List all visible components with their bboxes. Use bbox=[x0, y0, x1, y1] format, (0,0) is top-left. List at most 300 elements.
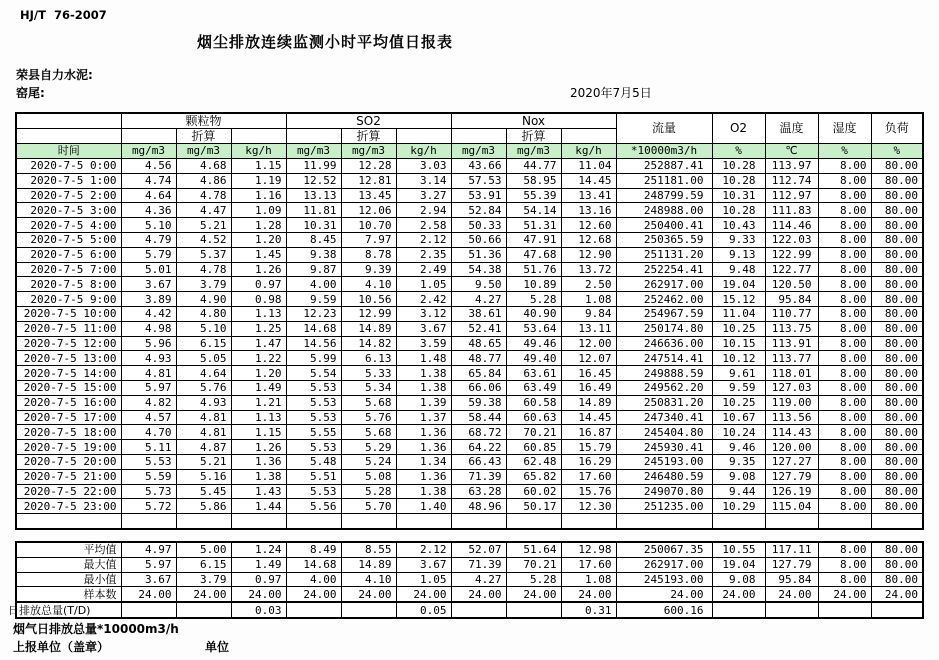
value-cell: 262917.00 bbox=[616, 277, 712, 292]
station-name: 窑尾: bbox=[16, 86, 45, 100]
value-cell: 24.00 bbox=[818, 587, 871, 602]
table-row bbox=[16, 321, 923, 336]
time-cell: 2020-7-5 19:00 bbox=[16, 440, 121, 455]
value-cell: 13.45 bbox=[341, 188, 396, 203]
value-cell: 4.78 bbox=[176, 188, 231, 203]
value-cell: 38.61 bbox=[451, 307, 506, 322]
value-cell: 4.79 bbox=[121, 233, 176, 248]
value-cell: 252254.41 bbox=[616, 262, 712, 277]
time-cell: 2020-7-5 11:00 bbox=[16, 321, 121, 336]
value-cell: 1.13 bbox=[231, 307, 286, 322]
value-cell: 12.81 bbox=[341, 173, 396, 188]
value-cell: 12.68 bbox=[561, 233, 616, 248]
value-cell: 54.38 bbox=[451, 262, 506, 277]
value-cell: 111.83 bbox=[765, 203, 818, 218]
value-cell: 10.28 bbox=[712, 203, 765, 218]
unit-cell: % bbox=[818, 143, 871, 159]
value-cell: 52.84 bbox=[451, 203, 506, 218]
value-cell: 0.97 bbox=[231, 277, 286, 292]
value-cell: 251235.00 bbox=[616, 499, 712, 514]
value-cell: 5.29 bbox=[341, 440, 396, 455]
value-cell: 1.20 bbox=[231, 366, 286, 381]
value-cell: 8.00 bbox=[818, 381, 871, 396]
table-row bbox=[16, 188, 923, 203]
value-cell: 17.60 bbox=[561, 557, 616, 572]
empty-cell bbox=[506, 514, 561, 529]
value-cell: 80.00 bbox=[871, 440, 923, 455]
value-cell: 12.28 bbox=[341, 159, 396, 174]
value-cell: 249562.20 bbox=[616, 381, 712, 396]
value-cell: 80.00 bbox=[871, 336, 923, 351]
value-cell: 251131.20 bbox=[616, 247, 712, 262]
value-cell: 8.49 bbox=[286, 542, 341, 557]
time-cell: 2020-7-5 14:00 bbox=[16, 366, 121, 381]
value-cell: 50.33 bbox=[451, 218, 506, 233]
value-cell: 12.23 bbox=[286, 307, 341, 322]
time-cell: 2020-7-5 8:00 bbox=[16, 277, 121, 292]
group-nox-label: Nox bbox=[451, 113, 616, 128]
value-cell: 11.04 bbox=[561, 159, 616, 174]
value-cell: 10.55 bbox=[712, 542, 765, 557]
empty-cell bbox=[176, 514, 231, 529]
value-cell: 80.00 bbox=[871, 351, 923, 366]
value-cell: 5.33 bbox=[341, 366, 396, 381]
time-header-spacer bbox=[16, 113, 121, 128]
value-cell: 43.66 bbox=[451, 159, 506, 174]
table-row bbox=[16, 381, 923, 396]
value-cell: 12.07 bbox=[561, 351, 616, 366]
value-cell: 249070.80 bbox=[616, 484, 712, 499]
value-cell: 0.98 bbox=[231, 292, 286, 307]
value-cell: 58.95 bbox=[506, 173, 561, 188]
value-cell: 5.97 bbox=[121, 557, 176, 572]
value-cell: 112.74 bbox=[765, 173, 818, 188]
empty-cell bbox=[712, 514, 765, 529]
value-cell: 1.08 bbox=[561, 572, 616, 587]
value-cell: 120.00 bbox=[765, 440, 818, 455]
value-cell: 250831.20 bbox=[616, 395, 712, 410]
value-cell: 8.00 bbox=[818, 425, 871, 440]
value-cell: 10.67 bbox=[712, 410, 765, 425]
value-cell: 1.48 bbox=[396, 351, 451, 366]
summary-label-cell: 样本数 bbox=[16, 587, 121, 602]
value-cell: 80.00 bbox=[871, 455, 923, 470]
empty-cell bbox=[561, 514, 616, 529]
value-cell: 1.22 bbox=[231, 351, 286, 366]
value-cell: 5.28 bbox=[506, 572, 561, 587]
unit-cell: mg/m3 bbox=[451, 143, 506, 159]
unit-cell: *10000m3/h bbox=[616, 143, 712, 159]
value-cell: 8.00 bbox=[818, 277, 871, 292]
value-cell: 1.05 bbox=[396, 572, 451, 587]
value-cell: 1.45 bbox=[231, 247, 286, 262]
value-cell: 68.72 bbox=[451, 425, 506, 440]
value-cell: 9.44 bbox=[712, 484, 765, 499]
value-cell: 1.26 bbox=[231, 262, 286, 277]
value-cell: 10.29 bbox=[712, 499, 765, 514]
empty-cell bbox=[616, 514, 712, 529]
value-cell: 12.30 bbox=[561, 499, 616, 514]
value-cell bbox=[286, 602, 341, 618]
value-cell: 12.52 bbox=[286, 173, 341, 188]
time-cell: 2020-7-5 10:00 bbox=[16, 307, 121, 322]
value-cell: 95.84 bbox=[765, 572, 818, 587]
value-cell: 14.45 bbox=[561, 173, 616, 188]
value-cell: 4.68 bbox=[176, 159, 231, 174]
time-cell: 2020-7-5 12:00 bbox=[16, 336, 121, 351]
value-cell: 80.00 bbox=[871, 203, 923, 218]
value-cell: 8.00 bbox=[818, 307, 871, 322]
table-row bbox=[16, 395, 923, 410]
table-row bbox=[16, 277, 923, 292]
value-cell: 8.00 bbox=[818, 395, 871, 410]
value-cell: 4.98 bbox=[121, 321, 176, 336]
value-cell: 1.38 bbox=[231, 469, 286, 484]
value-cell: 1.24 bbox=[231, 542, 286, 557]
value-cell: 250365.59 bbox=[616, 233, 712, 248]
value-cell: 8.00 bbox=[818, 173, 871, 188]
value-cell: 1.21 bbox=[231, 395, 286, 410]
value-cell: 70.21 bbox=[506, 425, 561, 440]
value-cell: 1.34 bbox=[396, 455, 451, 470]
value-cell: 9.13 bbox=[712, 247, 765, 262]
value-cell: 8.00 bbox=[818, 233, 871, 248]
value-cell: 8.00 bbox=[818, 366, 871, 381]
unit-cell: mg/m3 bbox=[341, 143, 396, 159]
value-cell: 17.60 bbox=[561, 469, 616, 484]
value-cell: 5.97 bbox=[121, 381, 176, 396]
value-cell: 8.00 bbox=[818, 542, 871, 557]
value-cell: 4.93 bbox=[121, 351, 176, 366]
value-cell: 8.55 bbox=[341, 542, 396, 557]
value-cell: 14.89 bbox=[341, 321, 396, 336]
value-cell: 5.01 bbox=[121, 262, 176, 277]
summary-label-cell: 最小值 bbox=[16, 572, 121, 587]
value-cell: 11.99 bbox=[286, 159, 341, 174]
value-cell: 5.45 bbox=[176, 484, 231, 499]
value-cell: 1.38 bbox=[396, 381, 451, 396]
value-cell: 5.55 bbox=[286, 425, 341, 440]
value-cell: 80.00 bbox=[871, 499, 923, 514]
value-cell: 80.00 bbox=[871, 542, 923, 557]
value-cell: 247340.41 bbox=[616, 410, 712, 425]
value-cell: 4.81 bbox=[176, 410, 231, 425]
value-cell: 112.97 bbox=[765, 188, 818, 203]
empty-row bbox=[16, 514, 923, 529]
value-cell: 6.15 bbox=[176, 557, 231, 572]
value-cell: 10.89 bbox=[506, 277, 561, 292]
value-cell: 24.00 bbox=[561, 587, 616, 602]
value-cell: 2.12 bbox=[396, 233, 451, 248]
value-cell: 110.77 bbox=[765, 307, 818, 322]
time-cell: 2020-7-5 13:00 bbox=[16, 351, 121, 366]
value-cell: 71.39 bbox=[451, 469, 506, 484]
so2-converted-label: 折算 bbox=[341, 128, 396, 143]
time-column-header: 时间 bbox=[16, 143, 121, 159]
value-cell: 114.43 bbox=[765, 425, 818, 440]
value-cell: 5.76 bbox=[341, 410, 396, 425]
value-cell: 246636.00 bbox=[616, 336, 712, 351]
value-cell: 5.54 bbox=[286, 366, 341, 381]
value-cell: 8.00 bbox=[818, 469, 871, 484]
value-cell: 51.76 bbox=[506, 262, 561, 277]
value-cell: 24.00 bbox=[341, 587, 396, 602]
value-cell: 1.13 bbox=[231, 410, 286, 425]
table-row bbox=[16, 425, 923, 440]
value-cell: 8.00 bbox=[818, 218, 871, 233]
value-cell: 2.94 bbox=[396, 203, 451, 218]
time-cell: 2020-7-5 7:00 bbox=[16, 262, 121, 277]
value-cell: 5.10 bbox=[121, 218, 176, 233]
value-cell: 6.15 bbox=[176, 336, 231, 351]
value-cell: 1.05 bbox=[396, 277, 451, 292]
value-cell: 247514.41 bbox=[616, 351, 712, 366]
value-cell: 246480.59 bbox=[616, 469, 712, 484]
table-row bbox=[16, 233, 923, 248]
value-cell: 2.58 bbox=[396, 218, 451, 233]
time-cell: 2020-7-5 16:00 bbox=[16, 395, 121, 410]
value-cell: 113.97 bbox=[765, 159, 818, 174]
value-cell: 1.19 bbox=[231, 173, 286, 188]
time-cell: 2020-7-5 9:00 bbox=[16, 292, 121, 307]
value-cell: 8.00 bbox=[818, 410, 871, 425]
value-cell: 6.13 bbox=[341, 351, 396, 366]
value-cell: 4.57 bbox=[121, 410, 176, 425]
value-cell: 5.53 bbox=[286, 395, 341, 410]
value-cell: 10.24 bbox=[712, 425, 765, 440]
summary-label-cell: 最大值 bbox=[16, 557, 121, 572]
value-cell: 1.36 bbox=[396, 425, 451, 440]
value-cell: 262917.00 bbox=[616, 557, 712, 572]
value-cell: 2.42 bbox=[396, 292, 451, 307]
value-cell: 80.00 bbox=[871, 173, 923, 188]
value-cell: 251181.00 bbox=[616, 173, 712, 188]
value-cell: 10.15 bbox=[712, 336, 765, 351]
value-cell: 249888.59 bbox=[616, 366, 712, 381]
value-cell: 245404.80 bbox=[616, 425, 712, 440]
value-cell: 10.25 bbox=[712, 395, 765, 410]
empty-cell bbox=[765, 514, 818, 529]
value-cell: 60.85 bbox=[506, 440, 561, 455]
value-cell: 0.97 bbox=[231, 572, 286, 587]
value-cell: 4.42 bbox=[121, 307, 176, 322]
time-cell: 2020-7-5 0:00 bbox=[16, 159, 121, 174]
value-cell: 5.53 bbox=[286, 381, 341, 396]
value-cell: 10.12 bbox=[712, 351, 765, 366]
value-cell: 9.61 bbox=[712, 366, 765, 381]
value-cell bbox=[176, 602, 231, 618]
value-cell: 10.25 bbox=[712, 321, 765, 336]
time-cell: 2020-7-5 5:00 bbox=[16, 233, 121, 248]
value-cell: 66.06 bbox=[451, 381, 506, 396]
value-cell: 24.00 bbox=[231, 587, 286, 602]
value-cell: 2.50 bbox=[561, 277, 616, 292]
group-so2-label: SO2 bbox=[286, 113, 451, 128]
value-cell: 9.33 bbox=[712, 233, 765, 248]
value-cell: 1.09 bbox=[231, 203, 286, 218]
value-cell: 4.36 bbox=[121, 203, 176, 218]
value-cell: 55.39 bbox=[506, 188, 561, 203]
value-cell bbox=[506, 602, 561, 618]
value-cell: 127.79 bbox=[765, 469, 818, 484]
value-cell: 250067.35 bbox=[616, 542, 712, 557]
time-cell: 2020-7-5 18:00 bbox=[16, 425, 121, 440]
time-cell: 2020-7-5 6:00 bbox=[16, 247, 121, 262]
value-cell: 24.00 bbox=[176, 587, 231, 602]
value-cell: 2.12 bbox=[396, 542, 451, 557]
value-cell: 1.38 bbox=[396, 366, 451, 381]
value-cell: 59.38 bbox=[451, 395, 506, 410]
value-cell: 5.86 bbox=[176, 499, 231, 514]
value-cell: 1.15 bbox=[231, 159, 286, 174]
unit-cell: % bbox=[871, 143, 923, 159]
value-cell: 80.00 bbox=[871, 218, 923, 233]
value-cell: 51.36 bbox=[451, 247, 506, 262]
value-cell: 1.47 bbox=[231, 336, 286, 351]
table-row bbox=[16, 173, 923, 188]
value-cell: 1.20 bbox=[231, 233, 286, 248]
value-cell: 80.00 bbox=[871, 321, 923, 336]
value-cell: 10.31 bbox=[712, 188, 765, 203]
value-cell: 9.46 bbox=[712, 440, 765, 455]
value-cell: 53.64 bbox=[506, 321, 561, 336]
value-cell bbox=[765, 602, 818, 618]
value-cell: 16.45 bbox=[561, 366, 616, 381]
flow-header: 流量 bbox=[616, 113, 712, 143]
value-cell: 113.56 bbox=[765, 410, 818, 425]
value-cell: 113.77 bbox=[765, 351, 818, 366]
value-cell: 14.45 bbox=[561, 410, 616, 425]
value-cell: 4.80 bbox=[176, 307, 231, 322]
value-cell: 65.84 bbox=[451, 366, 506, 381]
value-cell: 5.16 bbox=[176, 469, 231, 484]
value-cell: 24.00 bbox=[712, 587, 765, 602]
unit-cell: kg/h bbox=[561, 143, 616, 159]
value-cell: 250174.80 bbox=[616, 321, 712, 336]
value-cell: 4.78 bbox=[176, 262, 231, 277]
value-cell: 4.70 bbox=[121, 425, 176, 440]
value-cell: 5.53 bbox=[286, 484, 341, 499]
unit-cell: ℃ bbox=[765, 143, 818, 159]
value-cell: 4.52 bbox=[176, 233, 231, 248]
value-cell bbox=[712, 602, 765, 618]
table-row bbox=[16, 469, 923, 484]
value-cell: 16.29 bbox=[561, 455, 616, 470]
value-cell: 12.60 bbox=[561, 218, 616, 233]
value-cell: 11.81 bbox=[286, 203, 341, 218]
table-row bbox=[16, 484, 923, 499]
value-cell: 80.00 bbox=[871, 572, 923, 587]
value-cell: 3.14 bbox=[396, 173, 451, 188]
value-cell: 7.97 bbox=[341, 233, 396, 248]
value-cell: 115.04 bbox=[765, 499, 818, 514]
o2-header: O2 bbox=[712, 113, 765, 143]
table-row bbox=[16, 247, 923, 262]
value-cell: 122.03 bbox=[765, 233, 818, 248]
value-cell: 12.00 bbox=[561, 336, 616, 351]
flue-gas-total-note: 烟气日排放总量*10000m3/h bbox=[13, 622, 179, 636]
temperature-header: 温度 bbox=[765, 113, 818, 143]
value-cell: 12.99 bbox=[341, 307, 396, 322]
value-cell: 3.89 bbox=[121, 292, 176, 307]
time-cell: 2020-7-5 4:00 bbox=[16, 218, 121, 233]
value-cell: 64.22 bbox=[451, 440, 506, 455]
value-cell: 80.00 bbox=[871, 410, 923, 425]
value-cell: 1.28 bbox=[231, 218, 286, 233]
value-cell: 4.00 bbox=[286, 277, 341, 292]
summary-row bbox=[16, 557, 923, 572]
value-cell: 70.21 bbox=[506, 557, 561, 572]
value-cell: 10.31 bbox=[286, 218, 341, 233]
value-cell: 9.50 bbox=[451, 277, 506, 292]
time-cell: 2020-7-5 2:00 bbox=[16, 188, 121, 203]
value-cell: 60.58 bbox=[506, 395, 561, 410]
value-cell: 24.00 bbox=[765, 587, 818, 602]
value-cell: 52.41 bbox=[451, 321, 506, 336]
value-cell: 8.00 bbox=[818, 336, 871, 351]
value-cell: 3.79 bbox=[176, 572, 231, 587]
value-cell: 3.59 bbox=[396, 336, 451, 351]
standard-number: HJ/T 76-2007 bbox=[20, 8, 107, 22]
value-cell: 250400.41 bbox=[616, 218, 712, 233]
value-cell: 8.00 bbox=[818, 455, 871, 470]
value-cell: 4.82 bbox=[121, 395, 176, 410]
value-cell: 5.68 bbox=[341, 395, 396, 410]
value-cell: 245930.41 bbox=[616, 440, 712, 455]
value-cell: 1.39 bbox=[396, 395, 451, 410]
daily-total-row bbox=[16, 602, 923, 618]
report-table bbox=[15, 112, 924, 530]
value-cell: 5.53 bbox=[286, 440, 341, 455]
value-cell: 5.48 bbox=[286, 455, 341, 470]
value-cell: 8.00 bbox=[818, 262, 871, 277]
value-cell: 3.67 bbox=[396, 321, 451, 336]
value-cell: 126.19 bbox=[765, 484, 818, 499]
table-row bbox=[16, 203, 923, 218]
value-cell: 10.28 bbox=[712, 159, 765, 174]
value-cell: 5.68 bbox=[341, 425, 396, 440]
value-cell: 11.04 bbox=[712, 307, 765, 322]
value-cell: 4.27 bbox=[451, 292, 506, 307]
empty-cell bbox=[451, 514, 506, 529]
value-cell: 5.72 bbox=[121, 499, 176, 514]
value-cell bbox=[871, 602, 923, 618]
value-cell: 15.79 bbox=[561, 440, 616, 455]
value-cell: 1.16 bbox=[231, 188, 286, 203]
value-cell: 5.51 bbox=[286, 469, 341, 484]
value-cell: 24.00 bbox=[616, 587, 712, 602]
value-cell: 80.00 bbox=[871, 262, 923, 277]
value-cell: 5.05 bbox=[176, 351, 231, 366]
value-cell: 9.84 bbox=[561, 307, 616, 322]
value-cell: 80.00 bbox=[871, 381, 923, 396]
time-cell: 2020-7-5 17:00 bbox=[16, 410, 121, 425]
value-cell: 80.00 bbox=[871, 233, 923, 248]
empty-cell bbox=[286, 514, 341, 529]
value-cell: 1.44 bbox=[231, 499, 286, 514]
value-cell: 8.00 bbox=[818, 247, 871, 262]
summary-table bbox=[8, 541, 924, 619]
empty-cell bbox=[16, 514, 121, 529]
value-cell: 80.00 bbox=[871, 188, 923, 203]
value-cell: 3.79 bbox=[176, 277, 231, 292]
value-cell: 12.90 bbox=[561, 247, 616, 262]
value-cell: 2.49 bbox=[396, 262, 451, 277]
value-cell: 4.90 bbox=[176, 292, 231, 307]
unit-cell: mg/m3 bbox=[506, 143, 561, 159]
value-cell: 5.53 bbox=[121, 455, 176, 470]
value-cell: 58.44 bbox=[451, 410, 506, 425]
